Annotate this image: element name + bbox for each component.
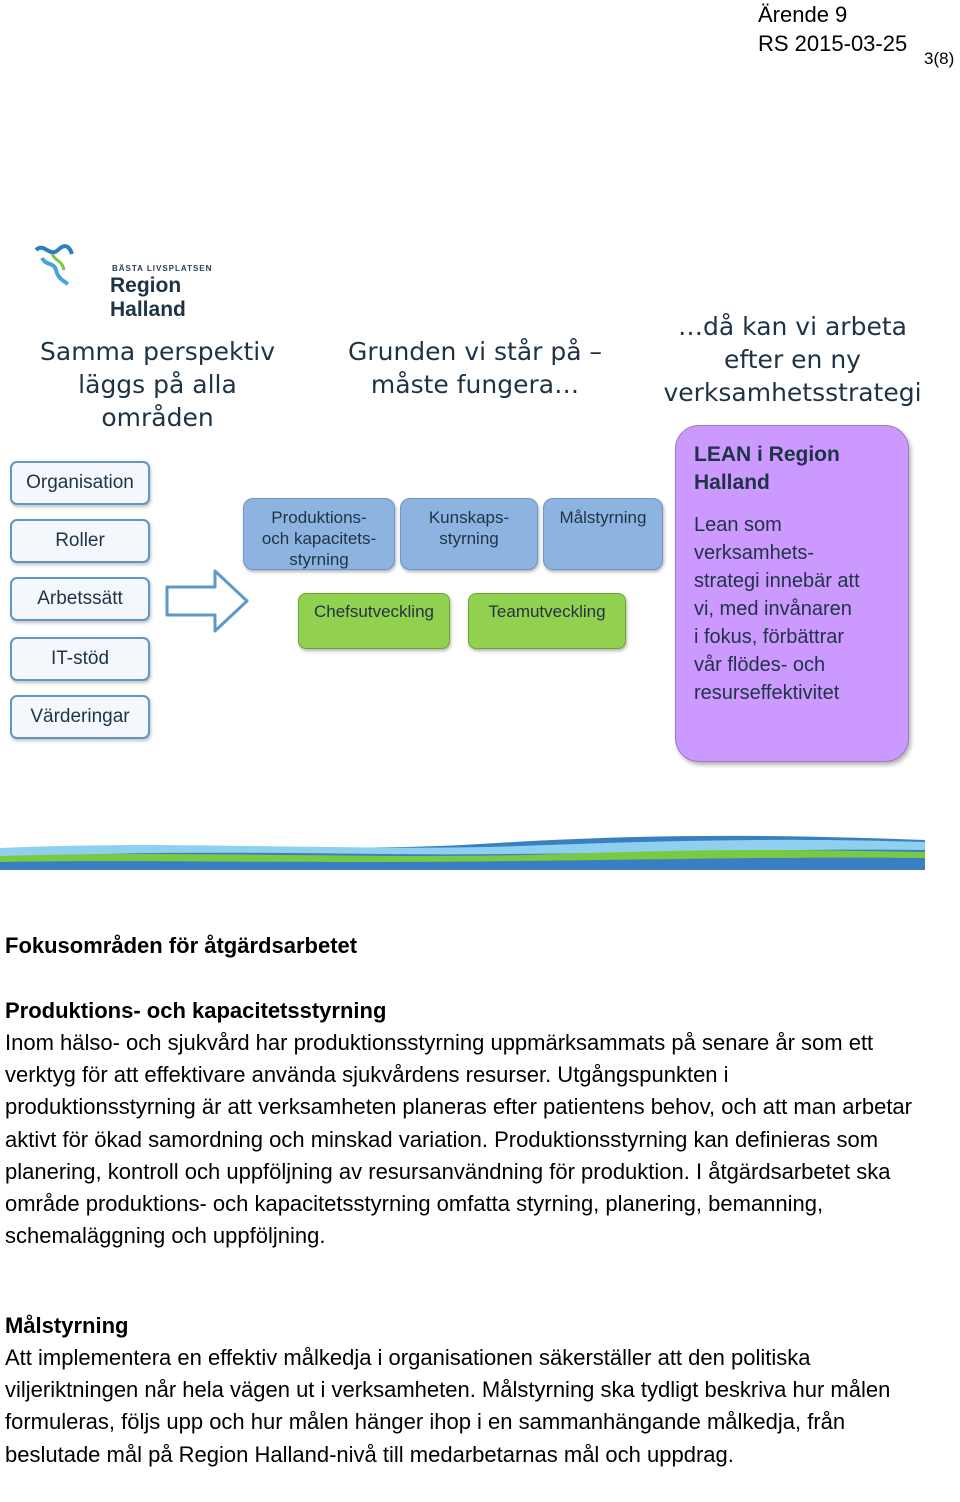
logo-tagline: BÄSTA LIVSPLATSEN <box>112 264 213 273</box>
page-header-date: RS 2015-03-25 <box>758 31 908 56</box>
box-teamutveckling: Teamutveckling <box>468 593 626 649</box>
box-varderingar: Värderingar <box>10 695 150 739</box>
logo-name: Region Halland <box>110 274 186 321</box>
box-it-stod: IT-stöd <box>10 637 150 681</box>
column-heading-left: Samma perspektiv läggs på alla områden <box>40 337 275 432</box>
paragraph-produktionsstyrning: Inom hälso- och sjukvård har produktionsstyrning uppmärksammats på senare år som ett verktyg för att effektivare använda sjukvårdens resurser. Utgångspunkten i produktionsstyrning är att verksamheten planeras efter patientens behov, och att man arbetar aktivt för ökad samordning och minskad variation. Produktionsstyrning kan definieras som planering, kontroll och uppföljning av resursanvändning för produktion. I åtgärdsarbetet ska område produktions- och kapacitetsstyrning omfatta styrning, planering, bemanning, schemaläggning och uppföljning. <box>5 1030 912 1249</box>
box-arbetssatt: Arbetssätt <box>10 577 150 621</box>
section-heading-produktionsstyrning: Produktions- och kapacitetsstyrning <box>5 998 387 1023</box>
box-produktionsstyrning: Produktions- och kapacitets- styrning <box>243 498 395 570</box>
column-heading-middle: Grunden vi står på – måste fungera… <box>347 337 603 399</box>
strategy-slide-figure <box>0 225 930 870</box>
decorative-ribbon <box>0 830 925 870</box>
right-arrow-icon <box>165 569 249 633</box>
paragraph-malstyrning: Att implementera en effektiv målkedja i organisationen säkerställer att den politiska viljeriktningen når hela vägen ut i verksamheten. Målstyrning ska tydligt beskriva hur målen formuleras, följs upp och hur målen hänger ihop i en sammanhängande målkedja, från beslutade mål på Region Halland-nivå till medarbetarnas mål och uppdrag. <box>5 1345 891 1467</box>
lean-body: Lean som verksamhets- strategi innebär att vi, med invånaren i fokus, förbättrar vår flödes- och resurseffektivitet <box>694 514 860 704</box>
logo-waves-icon <box>32 240 76 288</box>
region-halland-logo <box>32 240 252 321</box>
lean-box <box>675 425 909 762</box>
page-header-line1: Ärende 9 <box>758 2 848 27</box>
box-roller: Roller <box>10 519 150 563</box>
section-heading-malstyrning: Målstyrning <box>5 1313 129 1338</box>
page-number: 3(8) <box>924 49 955 68</box>
box-malstyrning: Målstyrning <box>543 498 663 570</box>
lean-title: LEAN i Region Halland <box>694 443 840 494</box>
box-chefsutveckling: Chefsutveckling <box>298 593 450 649</box>
box-organisation: Organisation <box>10 461 150 505</box>
section-title: Fokusområden för åtgärdsarbetet <box>5 933 358 958</box>
column-heading-right: …då kan vi arbeta efter en ny verksamhetsstrategi <box>663 312 922 407</box>
box-kunskapsstyrning: Kunskaps- styrning <box>400 498 538 570</box>
